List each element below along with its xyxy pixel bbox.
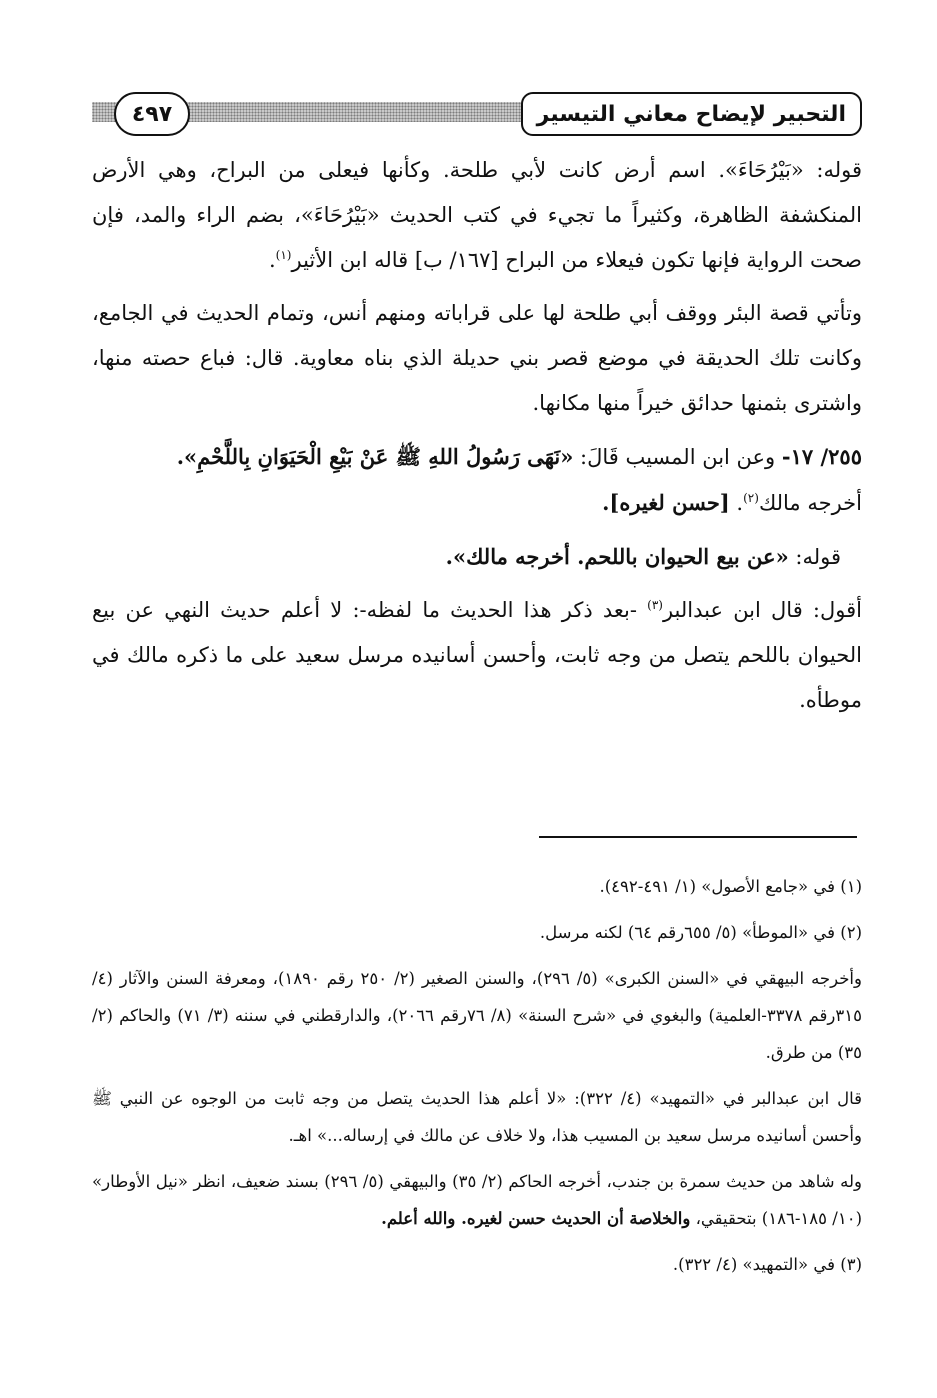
footnote-ref-3[interactable]: (٣): [647, 598, 663, 612]
footnote-2-bayhaqi: وأخرجه البيهقي في «السنن الكبرى» (٥/ ٢٩٦)، والسنن الصغير (٢/ ٢٥٠ رقم ١٨٩٠)، ومعرفة السنن والآثار (٤/ ٣١٥رقم ٣٣٧٨-العلمية) والبغوي في «شرح السنة» (٨/ ٧٦رقم ٢٠٦٦)، والدارقطني في سننه (٣/ ٧١) والحاكم (٢/ ٣٥) من طرق.: [92, 969, 862, 1062]
hadith-paragraph: ٢٥٥/ ١٧- وعن ابن المسيب قَالَ: «نَهَى رَسُولُ اللهِ ﷺ عَنْ بَيْعِ الْحَيَوَانِ بِاللَّحْمِ».: [176, 444, 862, 469]
conclusion-text: والخلاصة أن الحديث حسن لغيره. والله أعلم.: [381, 1209, 691, 1228]
book-title: التحبير لإيضاح معاني التيسير: [521, 92, 862, 136]
page-number: ٤٩٧: [114, 92, 190, 136]
takhrij-line: أخرجه مالك$^{(٢)}$. [حسن لغيره].: [602, 490, 862, 515]
paragraph-well-story: وتأتي قصة البئر ووقف أبي طلحة لها على قراباته ومنهم أنس، وتمام الحديث في الجامع، وكانت تلك الحديقة في موضع قصر بني حديلة الذي بناه معاوية. قال: فباع حصته منها، واشترى بثمنها حدائق خيراً منها مكانها.: [92, 301, 862, 415]
aqul-paragraph: أقول: قال ابن عبدالبر$^{(٣)}$ -بعد ذكر هذا الحديث ما لفظه-: لا أعلم حديث النهي عن بيع الحيوان باللحم يتصل من وجه ثابت، وأحسن أسانيده مرسل سعيد على ما ذكره مالك في موطأه.: [92, 598, 862, 712]
footnote-ref-2[interactable]: (٢): [743, 491, 759, 505]
running-header: [92, 88, 862, 144]
footnote-2-shahid: وله شاهد من حديث سمرة بن جندب، أخرجه الحاكم (٢/ ٣٥) والبيهقي (٥/ ٢٩٦) بسند ضعيف، انظر «نيل الأوطار» (١٠/ ١٨٥-١٨٦) بتحقيقي، والخلاصة أن الحديث حسن لغيره. والله أعلم.: [92, 1172, 862, 1228]
hadith-text: «نَهَى رَسُولُ اللهِ ﷺ عَنْ بَيْعِ الْحَيَوَانِ بِاللَّحْمِ».: [176, 444, 574, 469]
footnote-1: (١) في «جامع الأصول» (١/ ٤٩١-٤٩٢).: [599, 877, 862, 896]
hadith-grade: [حسن لغيره].: [602, 490, 730, 515]
hadith-number: ٢٥٥/ ١٧-: [781, 444, 862, 469]
qawl-line: قوله: «عن بيع الحيوان باللحم. أخرجه مالك».: [445, 544, 841, 569]
paragraph-bayruha: قوله: «بَيْرُحَاءَ». اسم أرض كانت لأبي طلحة. وكأنها فيعلى من البراح، وهي الأرض المنكشفة الظاهرة، وكثيراً ما تجيء في كتب الحديث «بَيْرُحَاءَ»، بضم الراء والمد، فإن صحت الرواية فإنها تكون فيعلاء من البراح [١٦٧/ ب] قاله ابن الأثير$^{(١)}$.: [92, 158, 862, 272]
footnotes: [92, 868, 862, 1292]
main-text: [92, 148, 862, 723]
footnote-ref-1[interactable]: (١): [275, 248, 292, 262]
footnote-separator: [539, 836, 857, 838]
footnote-2-ibn-abdulbarr: قال ابن عبدالبر في «التمهيد» (٤/ ٣٢٢): «لا أعلم هذا الحديث يتصل من وجه ثابت من الوجوه عن النبي ﷺ وأحسن أسانيده مرسل سعيد بن المسيب هذا، ولا خلاف عن مالك في إرساله...» اهـ.: [92, 1089, 862, 1145]
footnote-3: (٣) في «التمهيد» (٤/ ٣٢٢).: [672, 1255, 862, 1274]
footnote-2: (٢) في «الموطأ» (٥/ ٦٥٥رقم ٦٤) لكنه مرسل.: [539, 923, 862, 942]
